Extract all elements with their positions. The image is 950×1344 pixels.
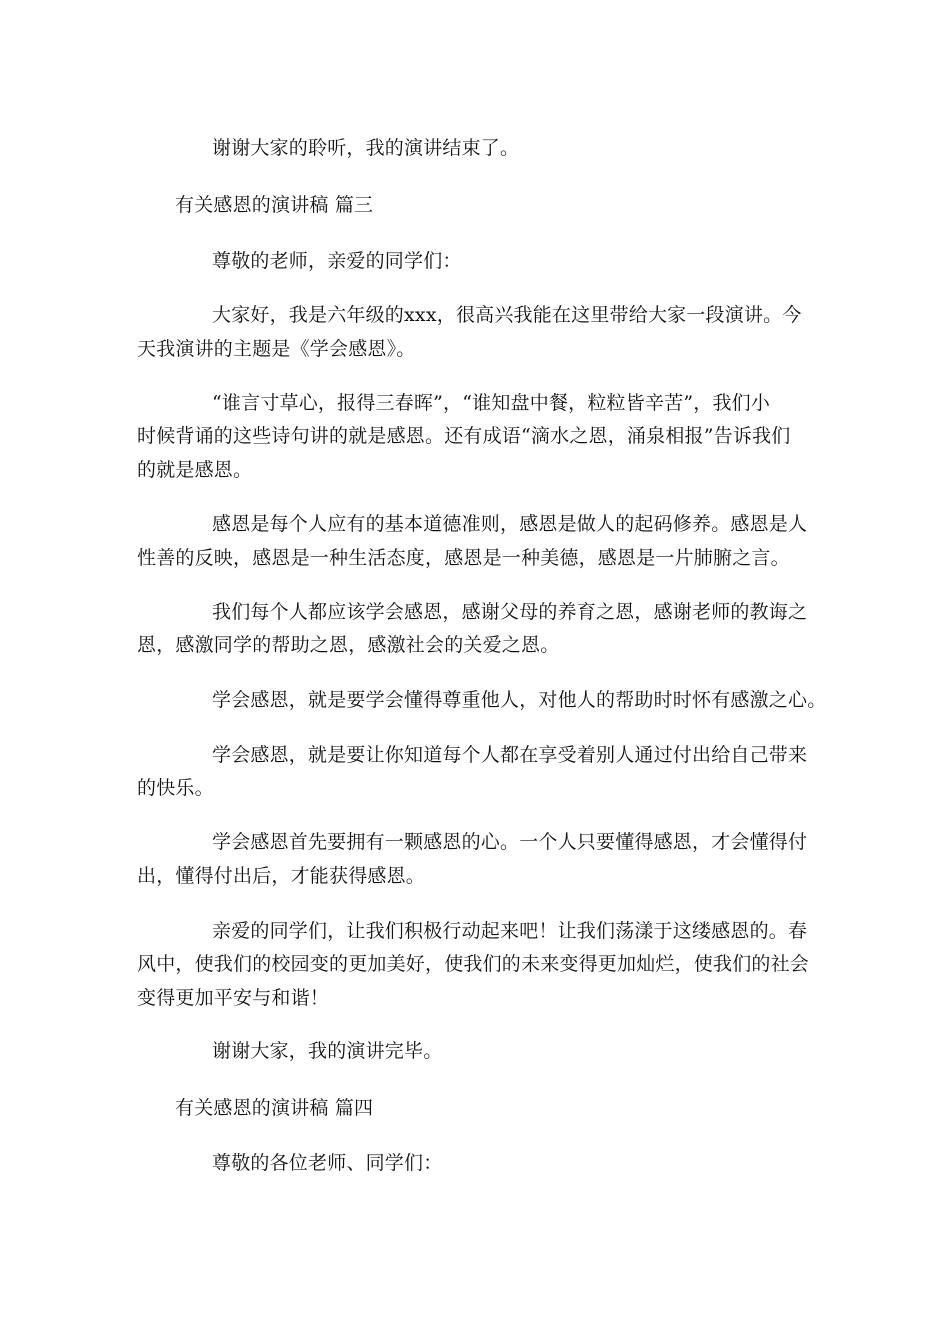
paragraph-line: 学会感恩，就是要学会懂得尊重他人，对他人的帮助时时怀有感激之心。 bbox=[212, 689, 827, 711]
section-heading-part-three: 有关感恩的演讲稿 篇三 bbox=[175, 194, 374, 216]
paragraph-line: 天我演讲的主题是《学会感恩》。 bbox=[137, 338, 416, 360]
paragraph-line: 时候背诵的这些诗句讲的就是感恩。还有成语“滴水之恩，涌泉相报”告诉我们 bbox=[137, 425, 791, 447]
closing-line: 谢谢大家，我的演讲完毕。 bbox=[212, 1040, 443, 1062]
paragraph-line: 出，懂得付出后，才能获得感恩。 bbox=[137, 865, 426, 887]
section-heading-part-four: 有关感恩的演讲稿 篇四 bbox=[175, 1097, 374, 1119]
paragraph-line: 我们每个人都应该学会感恩，感谢父母的养育之恩，感谢老师的教诲之 bbox=[212, 601, 808, 623]
closing-line-previous: 谢谢大家的聆听，我的演讲结束了。 bbox=[212, 137, 520, 159]
paragraph-line: “谁言寸草心，报得三春晖”，“谁知盘中餐，粒粒皆辛苦”，我们小 bbox=[212, 392, 771, 414]
paragraph-line: 的就是感恩。 bbox=[137, 459, 253, 481]
paragraph-line: 亲爱的同学们，让我们积极行动起来吧！让我们荡漾于这缕感恩的。春 bbox=[212, 920, 808, 942]
paragraph-line: 学会感恩，就是要让你知道每个人都在享受着别人通过付出给自己带来 bbox=[212, 744, 808, 766]
paragraph-line: 恩，感激同学的帮助之恩，感激社会的关爱之恩。 bbox=[137, 634, 560, 656]
paragraph-line: 感恩是每个人应有的基本道德准则，感恩是做人的起码修养。感恩是人 bbox=[212, 513, 808, 535]
salutation-line: 尊敬的各位老师、同学们： bbox=[212, 1152, 443, 1174]
paragraph-line: 的快乐。 bbox=[137, 777, 214, 799]
paragraph-line: 学会感恩首先要拥有一颗感恩的心。一个人只要懂得感恩，才会懂得付 bbox=[212, 831, 808, 853]
paragraph-line: 性善的反映，感恩是一种生活态度，感恩是一种美德，感恩是一片肺腑之言。 bbox=[137, 547, 790, 569]
paragraph-line: 变得更加平安与和谐！ bbox=[137, 987, 330, 1009]
paragraph-line: 大家好，我是六年级的xxx，很高兴我能在这里带给大家一段演讲。今 bbox=[212, 304, 802, 326]
paragraph-line: 风中，使我们的校园变的更加美好，使我们的未来变得更加灿烂，使我们的社会 bbox=[137, 953, 810, 975]
salutation-line: 尊敬的老师，亲爱的同学们： bbox=[212, 250, 462, 272]
